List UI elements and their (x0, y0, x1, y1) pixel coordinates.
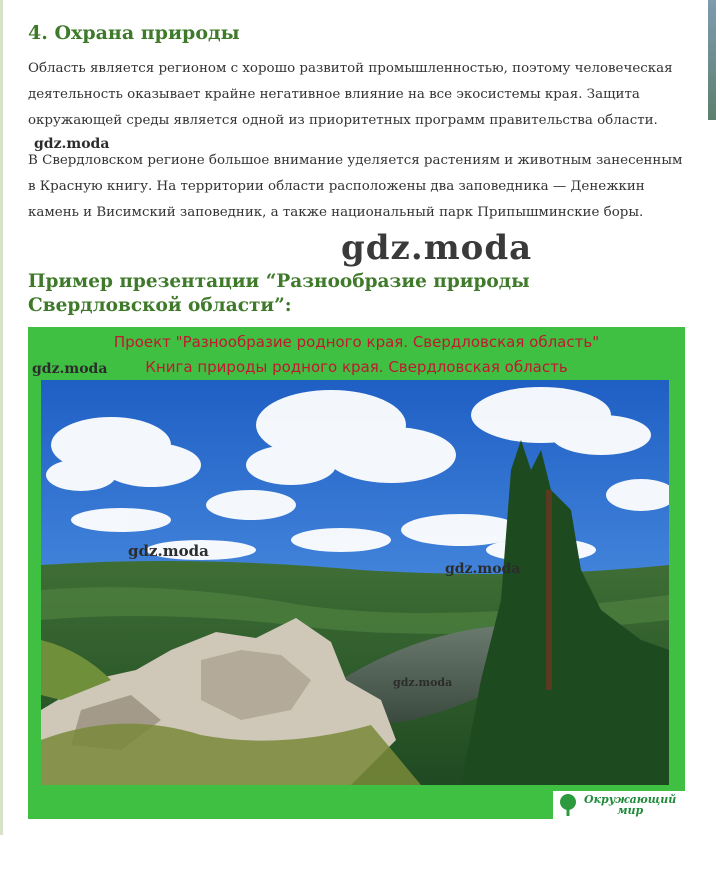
logo-text-line1: Окружающий (584, 793, 677, 806)
landscape-photo (41, 380, 669, 785)
watermark-text: gdz.moda (32, 361, 108, 377)
tree-icon (556, 793, 580, 817)
watermark-large: gdz.moda (341, 228, 533, 268)
section-title: 4. Охрана природы (28, 22, 240, 44)
watermark-text: gdz.moda (393, 676, 453, 689)
example-heading: Пример презентации “Разнообразие природы Свердловской области”: (28, 271, 530, 316)
watermark-text: gdz.moda (128, 542, 209, 560)
okruzhayushchiy-mir-logo (553, 791, 685, 819)
watermark-text: gdz.moda (445, 561, 521, 577)
paragraph-red-book: В Свердловском регионе большое внимание уделяется растениям и животным занесенным в Красную книгу. На территории области расположены два заповедника — Денежкин камень и Висимский заповедник, а также национальный парк Припышминские боры. (28, 153, 683, 220)
presentation-slide (28, 327, 685, 819)
adjacent-image-edge (708, 0, 716, 120)
slide-project-title: Проект "Разнообразие родного края. Свердловская область" (113, 333, 600, 351)
left-border (0, 0, 3, 835)
logo-text-line2: мир (617, 804, 644, 817)
slide-book-title: Книга природы родного края. Свердловская область (145, 358, 568, 376)
paragraph-environment: Область является регионом с хорошо развитой промышленностью, поэтому человеческая деятельность оказывает крайне негативное влияние на все экосистемы края. Защита окружающей среды является одной из приоритетных программ правительства области. (28, 61, 673, 128)
watermark-text: gdz.moda (34, 136, 110, 152)
